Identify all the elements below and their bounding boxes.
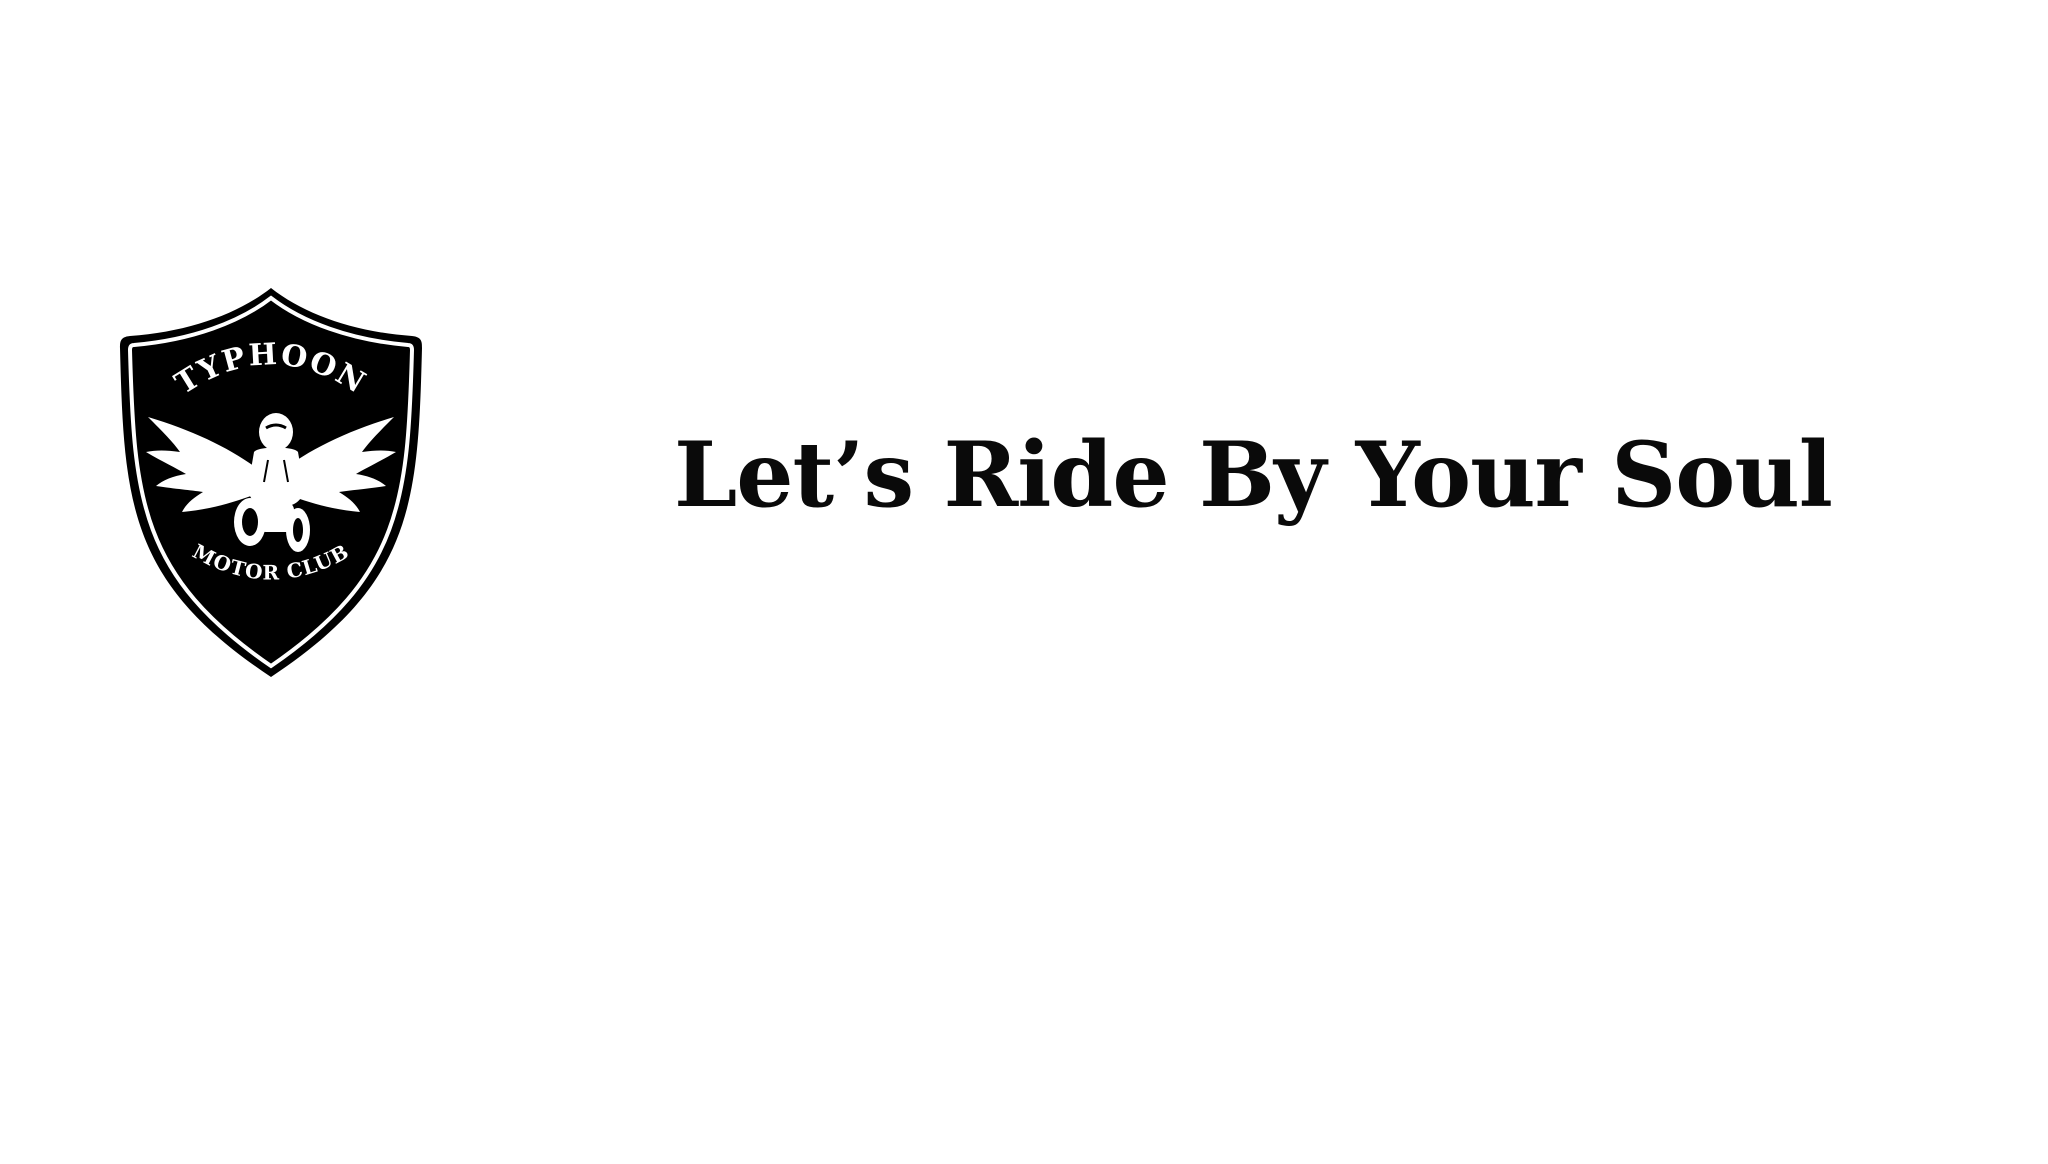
shield-emblem: [118, 282, 424, 682]
logo-bottom-text: MOTOR CLUB: [188, 539, 354, 585]
tagline-heading: Let’s Ride By Your Soul: [674, 422, 1832, 528]
logo-top-text: TYPHOON: [169, 336, 373, 402]
typhoon-motor-club-logo: [118, 282, 424, 682]
